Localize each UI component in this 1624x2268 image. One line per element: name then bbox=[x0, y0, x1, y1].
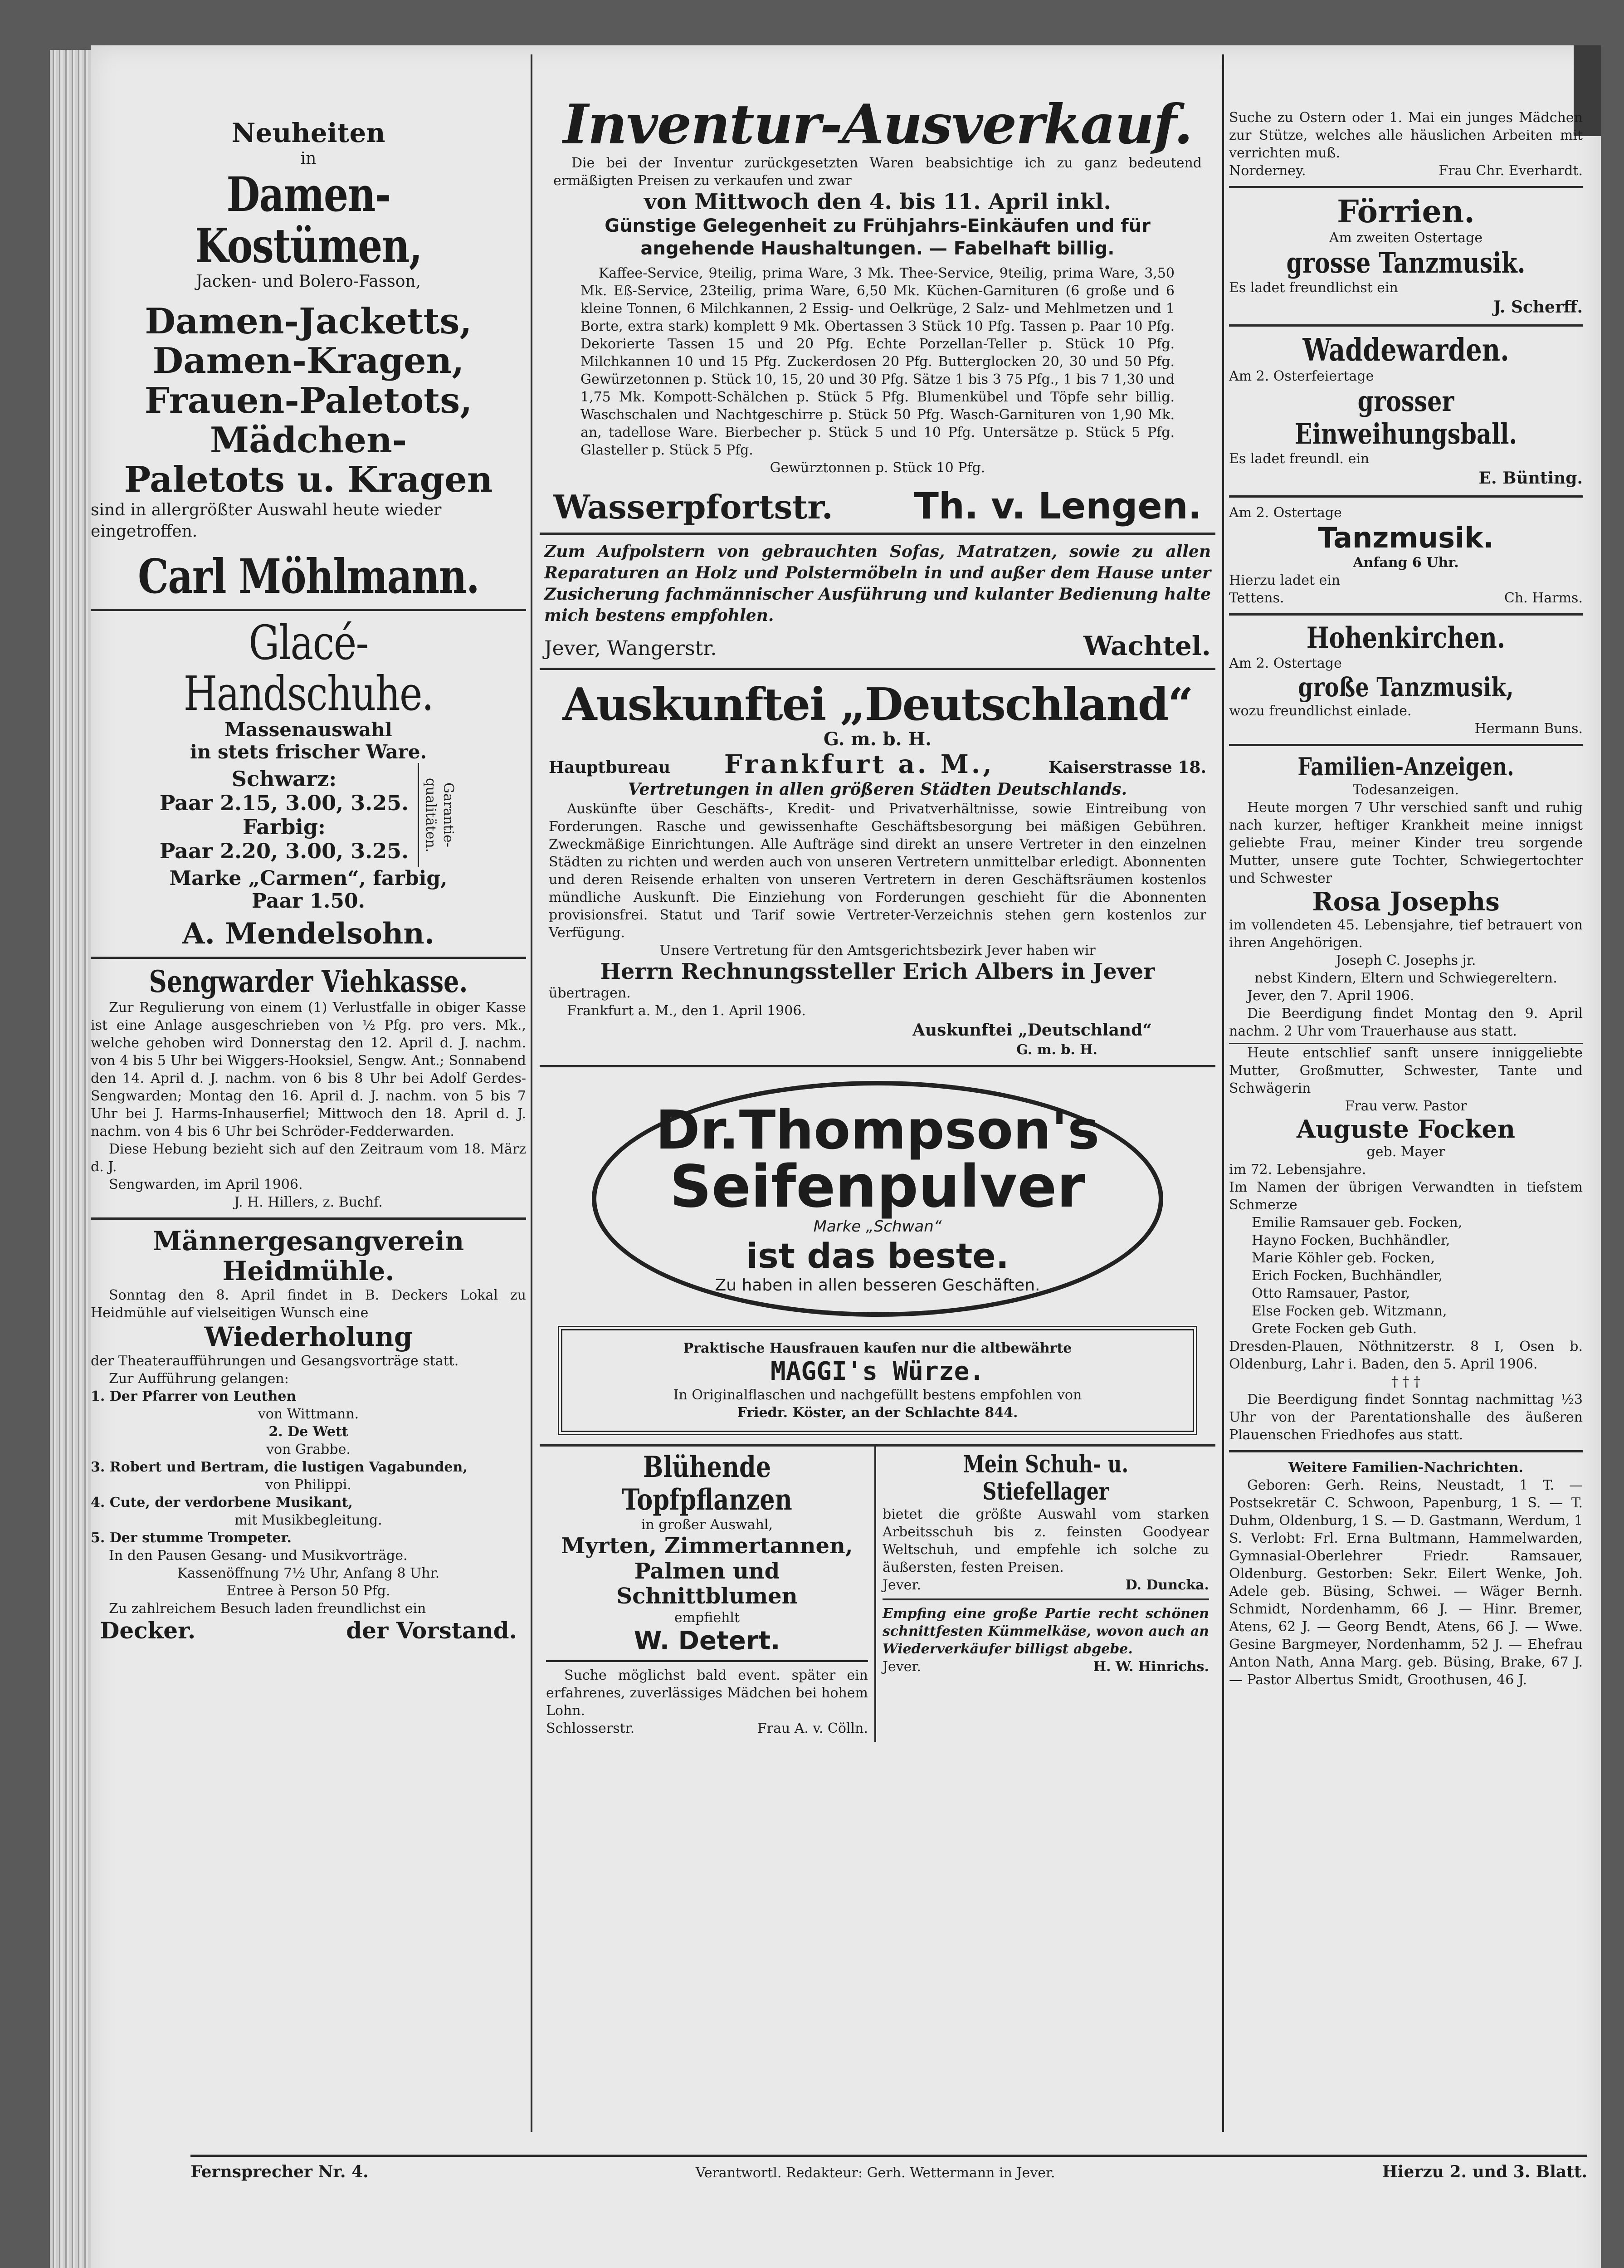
ad-place: Schlosserstr. bbox=[546, 1721, 635, 1737]
ad-wachtel bbox=[540, 541, 1215, 670]
ad-offer: Günstige Gelegenheit zu Frühjahrs-Einkäufen und für angehende Haushaltungen. — Fabelhaft billig. bbox=[605, 215, 1151, 259]
program-author: mit Musikbegleitung. bbox=[234, 1512, 382, 1528]
ad-text: Auskünfte über Geschäfts-, Kredit- und Privatverhältnisse, sowie Eintreibung von Forderungen. Rasche und gewissenhafte Geschäftsbesorgung bei mäßigen Gebühren. Zweckmäßige Einrichtungen. Alle Aufträge sind direkt an unsere Vertreter in den einzelnen Städten zu richten und werden auch von unseren Vertretern unmittelbar erledigt. Abonnenten und deren Reisende erhalten von unseren Vertretern in deren Geschäftsräumen kostenlos mündliche Auskunft. Die Einziehung von Forderungen geschieht für die Abonnenten provisionsfrei. Statut und Tarif sowie Vertreter-Verzeichnis stehen gern kostenlos zur Verfügung. bbox=[549, 801, 1206, 941]
program-item: 5. Der stumme Trompeter. bbox=[91, 1530, 292, 1546]
ad-line: Neuheiten bbox=[231, 117, 385, 148]
left-column bbox=[91, 45, 526, 1643]
further-family-news bbox=[1229, 1459, 1583, 1689]
ad-headline: Damen-Kostümen, bbox=[195, 166, 422, 274]
ad-dates: von Mittwoch den 4. bis 11. April inkl. bbox=[644, 189, 1112, 215]
ad-sengwarder bbox=[91, 965, 526, 1220]
mourner: Hayno Focken, Buchhändler, bbox=[1252, 1232, 1450, 1249]
ad-place: Norderney. bbox=[1229, 163, 1306, 179]
ad-schuh-column bbox=[876, 1447, 1215, 1742]
ad-items: Kaffee-Service, 9teilig, prima Ware, 3 Mk. Thee-Service, 9teilig, prima Ware, 3,50 Mk. Eß-Service, 23teilig, prima Ware, 6,50 Mk. Küchen-Garnituren (6 große und 6 kleine Tonnen, 6 Milchkannen, 2 Essig- und Oelkrüge, 2 Salz- und Mehlmetzen und 1 Borte, extra stark) komplett 9 Mk. Obertassen 3 Stück 10 Pfg. Tassen p. Paar 10 Pfg. Dekorierte Tassen 15 und 20 Pfg. Echte Porzellan-Teller p. Stück 10 Pfg. Milchkannen 10 und 15 Pfg. Zuckerdosen 20 Pfg. Butterglocken 20, 30 und 50 Pfg. Gewürzetonnen p. Stück 10, 15, 20 und 30 Pfg. Sätze 1 bis 3 75 Pfg., 1 bis 7 1,30 und 1,75 Mk. Kompott-Schälchen p. Stück 5 Pfg. Blumenkübel und Töpfe sehr billig. Waschschalen und Nachtgeschirre p. Stück 50 Pfg. Wasch-Garnituren von 1,90 Mk. an, tadellose Ware. Bierbecher p. Stück 5 und 10 Pfg. Untersätze p. Stück 5 Pfg. Glasteller p. Stück 5 Pfg. bbox=[580, 265, 1175, 458]
product-name: Seifenpulver bbox=[669, 1153, 1086, 1221]
ad-line: Am 2. Ostertage bbox=[1229, 504, 1342, 521]
family-announcements bbox=[1229, 753, 1583, 1452]
product-mark: Marke „Schwan“ bbox=[813, 1217, 942, 1236]
ad-line: Es ladet freundlichst ein bbox=[1229, 280, 1398, 296]
mourner: Grete Focken geb Guth. bbox=[1252, 1321, 1417, 1337]
ad-line: Myrten, Zimmertannen, bbox=[561, 1533, 853, 1559]
obituary-signature: Joseph C. Josephs jr. bbox=[1336, 952, 1476, 968]
ad-line: Frauen-Paletots, bbox=[144, 380, 473, 421]
obituary-places: Dresden-Plauen, Nöthnitzerstr. 8 I, Osen b. Oldenburg, Lahr i. Baden, den 5. April 1906. bbox=[1229, 1339, 1583, 1373]
ad-line: in großer Auswahl, bbox=[641, 1517, 773, 1533]
footer-phone: Fernsprecher Nr. 4. bbox=[190, 2162, 369, 2181]
section-subtitle: Todesanzeigen. bbox=[1352, 782, 1459, 798]
obituary-text: im vollendeten 45. Lebensjahre, tief betrauert von ihren Angehörigen. bbox=[1229, 917, 1583, 951]
ad-headline: Blühende Topfpflanzen bbox=[622, 1450, 792, 1517]
thompson-logo-oval bbox=[592, 1081, 1163, 1317]
ad-highlight: große Tanzmusik, bbox=[1298, 671, 1514, 703]
ad-text: In den Pausen Gesang- und Musikvorträge. bbox=[109, 1547, 408, 1564]
ad-text: Diese Hebung bezieht sich auf den Zeitraum vom 18. März d. J. bbox=[91, 1141, 526, 1175]
ad-street: Wasserpfortstr. bbox=[553, 487, 833, 526]
ad-firm: W. Detert. bbox=[546, 1627, 868, 1662]
obituary-text: Die Beerdigung findet Sonntag nachmittag ½3 Uhr von der Parentationshalle des äußeren Plauenschen Friedhofes aus statt. bbox=[1229, 1392, 1583, 1443]
ad-date: Frankfurt a. M., den 1. April 1906. bbox=[567, 1002, 806, 1019]
ad-headline: Waddewarden. bbox=[1302, 332, 1509, 369]
cross-icons: † † † bbox=[1391, 1374, 1421, 1390]
ad-headline: MAGGI's Würze. bbox=[770, 1356, 985, 1386]
ad-line: Marke „Carmen“, farbig, bbox=[169, 866, 448, 890]
brand-name: Dr.Thompson's bbox=[655, 1098, 1100, 1161]
ad-thompson bbox=[540, 1081, 1215, 1317]
right-column bbox=[1229, 45, 1583, 1689]
ad-text: bietet die größte Auswahl vom starken Arbeitsschuh bis z. feinsten Goodyear Weltschuh, und empfehle ich solche zu äußersten, festen Preisen. bbox=[883, 1506, 1209, 1575]
obituary-text: Die Beerdigung findet Montag den 9. April nachm. 2 Uhr vom Trauerhause aus statt. bbox=[1229, 1005, 1583, 1044]
ad-line: Anfang 6 Uhr. bbox=[1353, 555, 1459, 571]
ad-headline: Mein Schuh- u. Stiefellager bbox=[963, 1451, 1129, 1505]
ad-line: Kaiserstrasse 18. bbox=[1048, 758, 1206, 777]
ad-slogan: ist das beste. bbox=[746, 1235, 1009, 1276]
ad-signature: J. Scherff. bbox=[1493, 298, 1583, 317]
ad-maennergesangverein bbox=[91, 1226, 526, 1644]
ad-firm: H. W. Hinrichs. bbox=[1093, 1658, 1209, 1675]
ad-everhardt bbox=[1229, 45, 1583, 188]
ad-headline: Sengwarder Viehkasse. bbox=[149, 963, 468, 999]
obituary-name: Auguste Focken bbox=[1297, 1114, 1515, 1144]
ad-signature: Frau Chr. Everhardt. bbox=[1439, 163, 1583, 179]
ad-text: Die bei der Inventur zurückgesetzten Waren beabsichtige ich zu ganz bedeutend ermäßigten Preisen zu verkaufen und zwar bbox=[553, 155, 1202, 189]
ad-line: Hauptbureau bbox=[549, 758, 671, 777]
ad-line: in stets frischer Ware. bbox=[190, 740, 427, 763]
program-item: 1. Der Pfarrer von Leuthen bbox=[91, 1388, 297, 1404]
column-divider-left bbox=[531, 54, 532, 2132]
ad-signature: J. H. Hillers, z. Buchf. bbox=[234, 1194, 383, 1210]
footer-supplement: Hierzu 2. und 3. Blatt. bbox=[1382, 2162, 1587, 2181]
mourner: Else Focken geb. Witzmann, bbox=[1252, 1303, 1447, 1320]
ad-text: der Theateraufführungen und Gesangsvorträge statt. bbox=[91, 1353, 459, 1369]
price-line: Paar 2.20, 3.00, 3.25. bbox=[159, 838, 409, 863]
ad-text: In Originalflaschen und nachgefüllt bestens empfohlen von bbox=[673, 1387, 1082, 1403]
ad-line: empfiehlt bbox=[674, 1610, 740, 1626]
ad-inventur bbox=[540, 45, 1215, 535]
ad-text: Kassenöffnung 7½ Uhr, Anfang 8 Uhr. bbox=[177, 1565, 440, 1581]
ad-line: Jacken- und Bolero-Fasson, bbox=[195, 272, 421, 291]
obituary-text: geb. Mayer bbox=[1366, 1144, 1445, 1160]
ad-text: Friedr. Köster, an der Schlachte 844. bbox=[737, 1405, 1018, 1421]
column-divider-right bbox=[1222, 54, 1224, 2132]
ad-mendelsohn bbox=[91, 617, 526, 959]
page-footer bbox=[190, 2155, 1587, 2183]
ad-text: Suche zu Ostern oder 1. Mai ein junges Mädchen zur Stütze, welches alle häuslichen Arbeiten mit verrichten muß. bbox=[1229, 110, 1583, 161]
ad-line: Schwarz: bbox=[231, 767, 337, 792]
ad-text: Suche möglichst bald event. später ein erfahrenes, zuverlässiges Mädchen bei hohem Lohn. bbox=[546, 1667, 868, 1719]
ad-text: Entree à Person 50 Pfg. bbox=[226, 1583, 390, 1599]
ad-text: Praktische Hausfrauen kaufen nur die altbewährte bbox=[683, 1340, 1072, 1356]
program-author: von Grabbe. bbox=[266, 1441, 351, 1457]
ad-tettens bbox=[1229, 504, 1583, 616]
ad-topfpflanzen-column bbox=[540, 1447, 876, 1742]
mourner: Erich Focken, Buchhändler, bbox=[1252, 1268, 1443, 1284]
ad-signature: Auskunftei „Deutschland“ bbox=[912, 1020, 1152, 1040]
ad-firm: Th. v. Lengen. bbox=[914, 484, 1202, 527]
ad-line: Damen-Kragen, bbox=[152, 340, 464, 382]
ad-line: Vertretungen in allen größeren Städten Deutschlands. bbox=[628, 779, 1127, 799]
ad-city: Frankfurt a. M., bbox=[724, 749, 995, 779]
ad-headline: Hohenkirchen. bbox=[1306, 621, 1506, 655]
ad-firm: D. Duncka. bbox=[1125, 1577, 1209, 1593]
obituary-text: im 72. Lebensjahre. bbox=[1229, 1162, 1366, 1178]
ad-line: Massenauswahl bbox=[224, 719, 392, 741]
ad-text: sind in allergrößter Auswahl heute wieder eingetroffen. bbox=[91, 500, 442, 541]
ad-headline: Förrien. bbox=[1337, 194, 1475, 230]
ad-headline: Heidmühle. bbox=[222, 1256, 395, 1287]
ad-highlight: Wiederholung bbox=[204, 1321, 413, 1352]
ad-headline: Männergesangverein bbox=[152, 1225, 464, 1256]
ad-line: Am 2. Osterfeiertage bbox=[1229, 368, 1374, 385]
obituary-text: Heute entschlief sanft unsere inniggeliebte Mutter, Großmutter, Schwester, Tante und Schwägerin bbox=[1229, 1045, 1583, 1096]
ad-text: Unsere Vertretung für den Amtsgerichtsbezirk Jever haben wir bbox=[659, 942, 1096, 958]
ad-line: in bbox=[300, 149, 317, 168]
section-title: Familien-Anzeigen. bbox=[1297, 752, 1514, 782]
obituary-text: Im Namen der übrigen Verwandten in tiefstem Schmerze bbox=[1229, 1179, 1583, 1213]
ad-hohenkirchen bbox=[1229, 622, 1583, 746]
ad-highlight: grosse Tanzmusik. bbox=[1286, 246, 1526, 280]
ad-text: Zu zahlreichem Besuch laden freundlichst ein bbox=[109, 1600, 426, 1617]
ad-line: Farbig: bbox=[243, 814, 326, 839]
ad-text: Zur Regulierung von einem (1) Verlustfalle in obiger Kasse ist eine Anlage ausgeschrieben von ½ Pfg. pro vers. Mk., welche gehoben wird Donnerstag den 12. April d. J. nachm. von 4 bis 5 Uhr bei Wiggers-Hooksiel, Sengw. Ant.; Sonnabend den 14. April d. J. nachm. von 6 bis 8 Uhr bei Adolf Gerdes-Sengwarden; Montag den 16. April d. J. nachm. von 5 bis 7 Uhr bei J. Harms-Inhauserfiel; Mittwoch den 18. April d. J. nachm. von 4 bis 6 Uhr bei Schröder-Fedderwarden. bbox=[91, 999, 526, 1139]
ad-line: wozu freundlichst einlade. bbox=[1229, 703, 1412, 719]
ad-text: Empfing eine große Partie recht schönen schnittfesten Kümmelkäse, wovon auch an Wiederverkäufer billigst abgebe. bbox=[883, 1605, 1209, 1657]
ad-highlight: Herrn Rechnungssteller Erich Albers in Jever bbox=[600, 958, 1155, 984]
ad-line: Es ladet freundl. ein bbox=[1229, 451, 1370, 467]
ad-line: Palmen und Schnittblumen bbox=[616, 1558, 798, 1609]
ad-signature: Frau A. v. Cölln. bbox=[757, 1721, 868, 1737]
ad-headline: Auskunftei „Deutschland“ bbox=[562, 678, 1193, 731]
middle-column bbox=[540, 45, 1215, 1742]
ad-maggi bbox=[558, 1326, 1197, 1435]
price-line: Paar 2.15, 3.00, 3.25. bbox=[159, 790, 409, 815]
obituary-signature: nebst Kindern, Eltern und Schwiegereltern. bbox=[1254, 970, 1557, 986]
price-line: Paar 1.50. bbox=[252, 890, 365, 913]
program-author: von Philippi. bbox=[265, 1476, 351, 1493]
ad-text: Zum Aufpolstern von gebrauchten Sofas, Matratzen, sowie zu allen Reparaturen an Holz und Polstermöbeln in und außer dem Hause unter Zusicherung fachmännischer Ausführung und kulanter Bedienung halte mich bestens empfohlen. bbox=[544, 542, 1211, 625]
ad-place: Jever. bbox=[883, 1658, 922, 1675]
ad-firm: A. Mendelsohn. bbox=[182, 917, 435, 951]
ad-text: Sonntag den 8. April findet in B. Deckers Lokal zu Heidmühle auf vielseitigen Wunsch eine bbox=[91, 1287, 526, 1321]
mourner: Emilie Ramsauer geb. Focken, bbox=[1252, 1215, 1463, 1231]
ad-signature: Hermann Buns. bbox=[1474, 721, 1583, 737]
ad-place: Jever, Wangerstr. bbox=[544, 636, 717, 660]
ad-line: Am zweiten Ostertage bbox=[1329, 230, 1483, 246]
ad-line: Hierzu ladet ein bbox=[1229, 572, 1341, 589]
ad-auskunftei bbox=[540, 676, 1215, 1067]
ad-moehlmann bbox=[91, 45, 526, 611]
ad-place: Jever. bbox=[883, 1577, 922, 1593]
ad-headline: Tanzmusik. bbox=[1317, 521, 1494, 554]
ad-text: Zur Aufführung gelangen: bbox=[109, 1370, 289, 1387]
ad-foerrien bbox=[1229, 195, 1583, 327]
footer-editor: Verantwortl. Redakteur: Gerh. Wettermann in Jever. bbox=[695, 2165, 1055, 2181]
program-author: von Wittmann. bbox=[258, 1406, 359, 1422]
obituary-name: Rosa Josephs bbox=[1312, 886, 1500, 917]
obituary-text: Heute morgen 7 Uhr verschied sanft und ruhig nach kurzer, heftiger Krankheit meine innigst geliebte Frau, meiner Kinder treu sorgende Mutter, unsere gute Tochter, Schwiegertochter und Schwester bbox=[1229, 799, 1583, 886]
obituary-text: Frau verw. Pastor bbox=[1345, 1098, 1467, 1114]
ad-highlight: grosser Einweihungsball. bbox=[1294, 385, 1517, 450]
mourner-list bbox=[1229, 1214, 1583, 1338]
ad-signature: Decker. bbox=[100, 1617, 196, 1644]
ad-text: Gewürztonnen p. Stück 10 Pfg. bbox=[770, 459, 985, 476]
ad-headline: Inventur-Ausverkauf. bbox=[563, 93, 1192, 156]
program-item: 4. Cute, der verdorbene Musikant, bbox=[91, 1494, 353, 1510]
family-news-text: Geboren: Gerh. Reins, Neustadt, 1 T. — Postsekretär C. Schwoon, Papenburg, 1 S. — T. Duhm, Oldenburg, 1 S. — D. Gastmann, Werdum, 1 S. Verlobt: Frl. Erna Bultmann, Hammelwarden, Gymnasial-Oberlehrer Friedr. Ramsauer, Oldenburg. Gestorben: Sekr. Eilert Wenke, Joh. Adele geb. Büsing, Schwei. — Wäger Bernh. Schmidt, Nordenhamm, 66 J. — Hinr. Bremer, Atens, 62 J. — Georg Bendt, Atens, 66 J. — Wwe. Gesine Bargmeyer, Nordenhamm, 52 J. — Ehefrau Anton Nath, Anna Marg. geb. Büsing, Brake, 67 J. — Pastor Albertus Smidt, Groothusen, 46 J. bbox=[1229, 1477, 1583, 1688]
ad-signature: der Vorstand. bbox=[346, 1617, 517, 1644]
ad-line: Paletots u. Kragen bbox=[124, 459, 493, 501]
ad-date: Sengwarden, im April 1906. bbox=[109, 1176, 303, 1193]
program-item: 3. Robert und Bertram, die lustigen Vagabunden, bbox=[91, 1459, 468, 1475]
ad-line: Am 2. Ostertage bbox=[1229, 655, 1342, 671]
book-binding-edge bbox=[50, 50, 95, 2268]
ad-signature: Ch. Harms. bbox=[1504, 590, 1583, 606]
ad-firm: Carl Möhlmann. bbox=[137, 548, 479, 605]
program-item: 2. De Wett bbox=[268, 1423, 348, 1440]
ad-text: Zu haben in allen besseren Geschäften. bbox=[715, 1276, 1040, 1295]
ad-line: G. m. b. H. bbox=[823, 728, 932, 750]
ad-text: übertragen. bbox=[549, 985, 631, 1001]
ad-signature: E. Bünting. bbox=[1478, 469, 1583, 488]
ad-waddewarden bbox=[1229, 333, 1583, 498]
ad-headline: Glacé-Handschuhe. bbox=[183, 615, 434, 721]
mourner: Otto Ramsauer, Pastor, bbox=[1252, 1286, 1410, 1302]
guarantee-label: Garantie-qualitäten. bbox=[418, 763, 457, 867]
section-title: Weitere Familien-Nachrichten. bbox=[1288, 1460, 1523, 1476]
ad-firm: Wachtel. bbox=[1083, 630, 1211, 661]
ad-signature: G. m. b. H. bbox=[1016, 1041, 1097, 1058]
ad-line: Mädchen- bbox=[210, 419, 407, 461]
obituary-date: Jever, den 7. April 1906. bbox=[1247, 987, 1414, 1004]
mourner: Marie Köhler geb. Focken, bbox=[1252, 1250, 1435, 1266]
ad-line: Damen-Jacketts, bbox=[145, 300, 472, 342]
ad-place: Tettens. bbox=[1229, 590, 1284, 606]
